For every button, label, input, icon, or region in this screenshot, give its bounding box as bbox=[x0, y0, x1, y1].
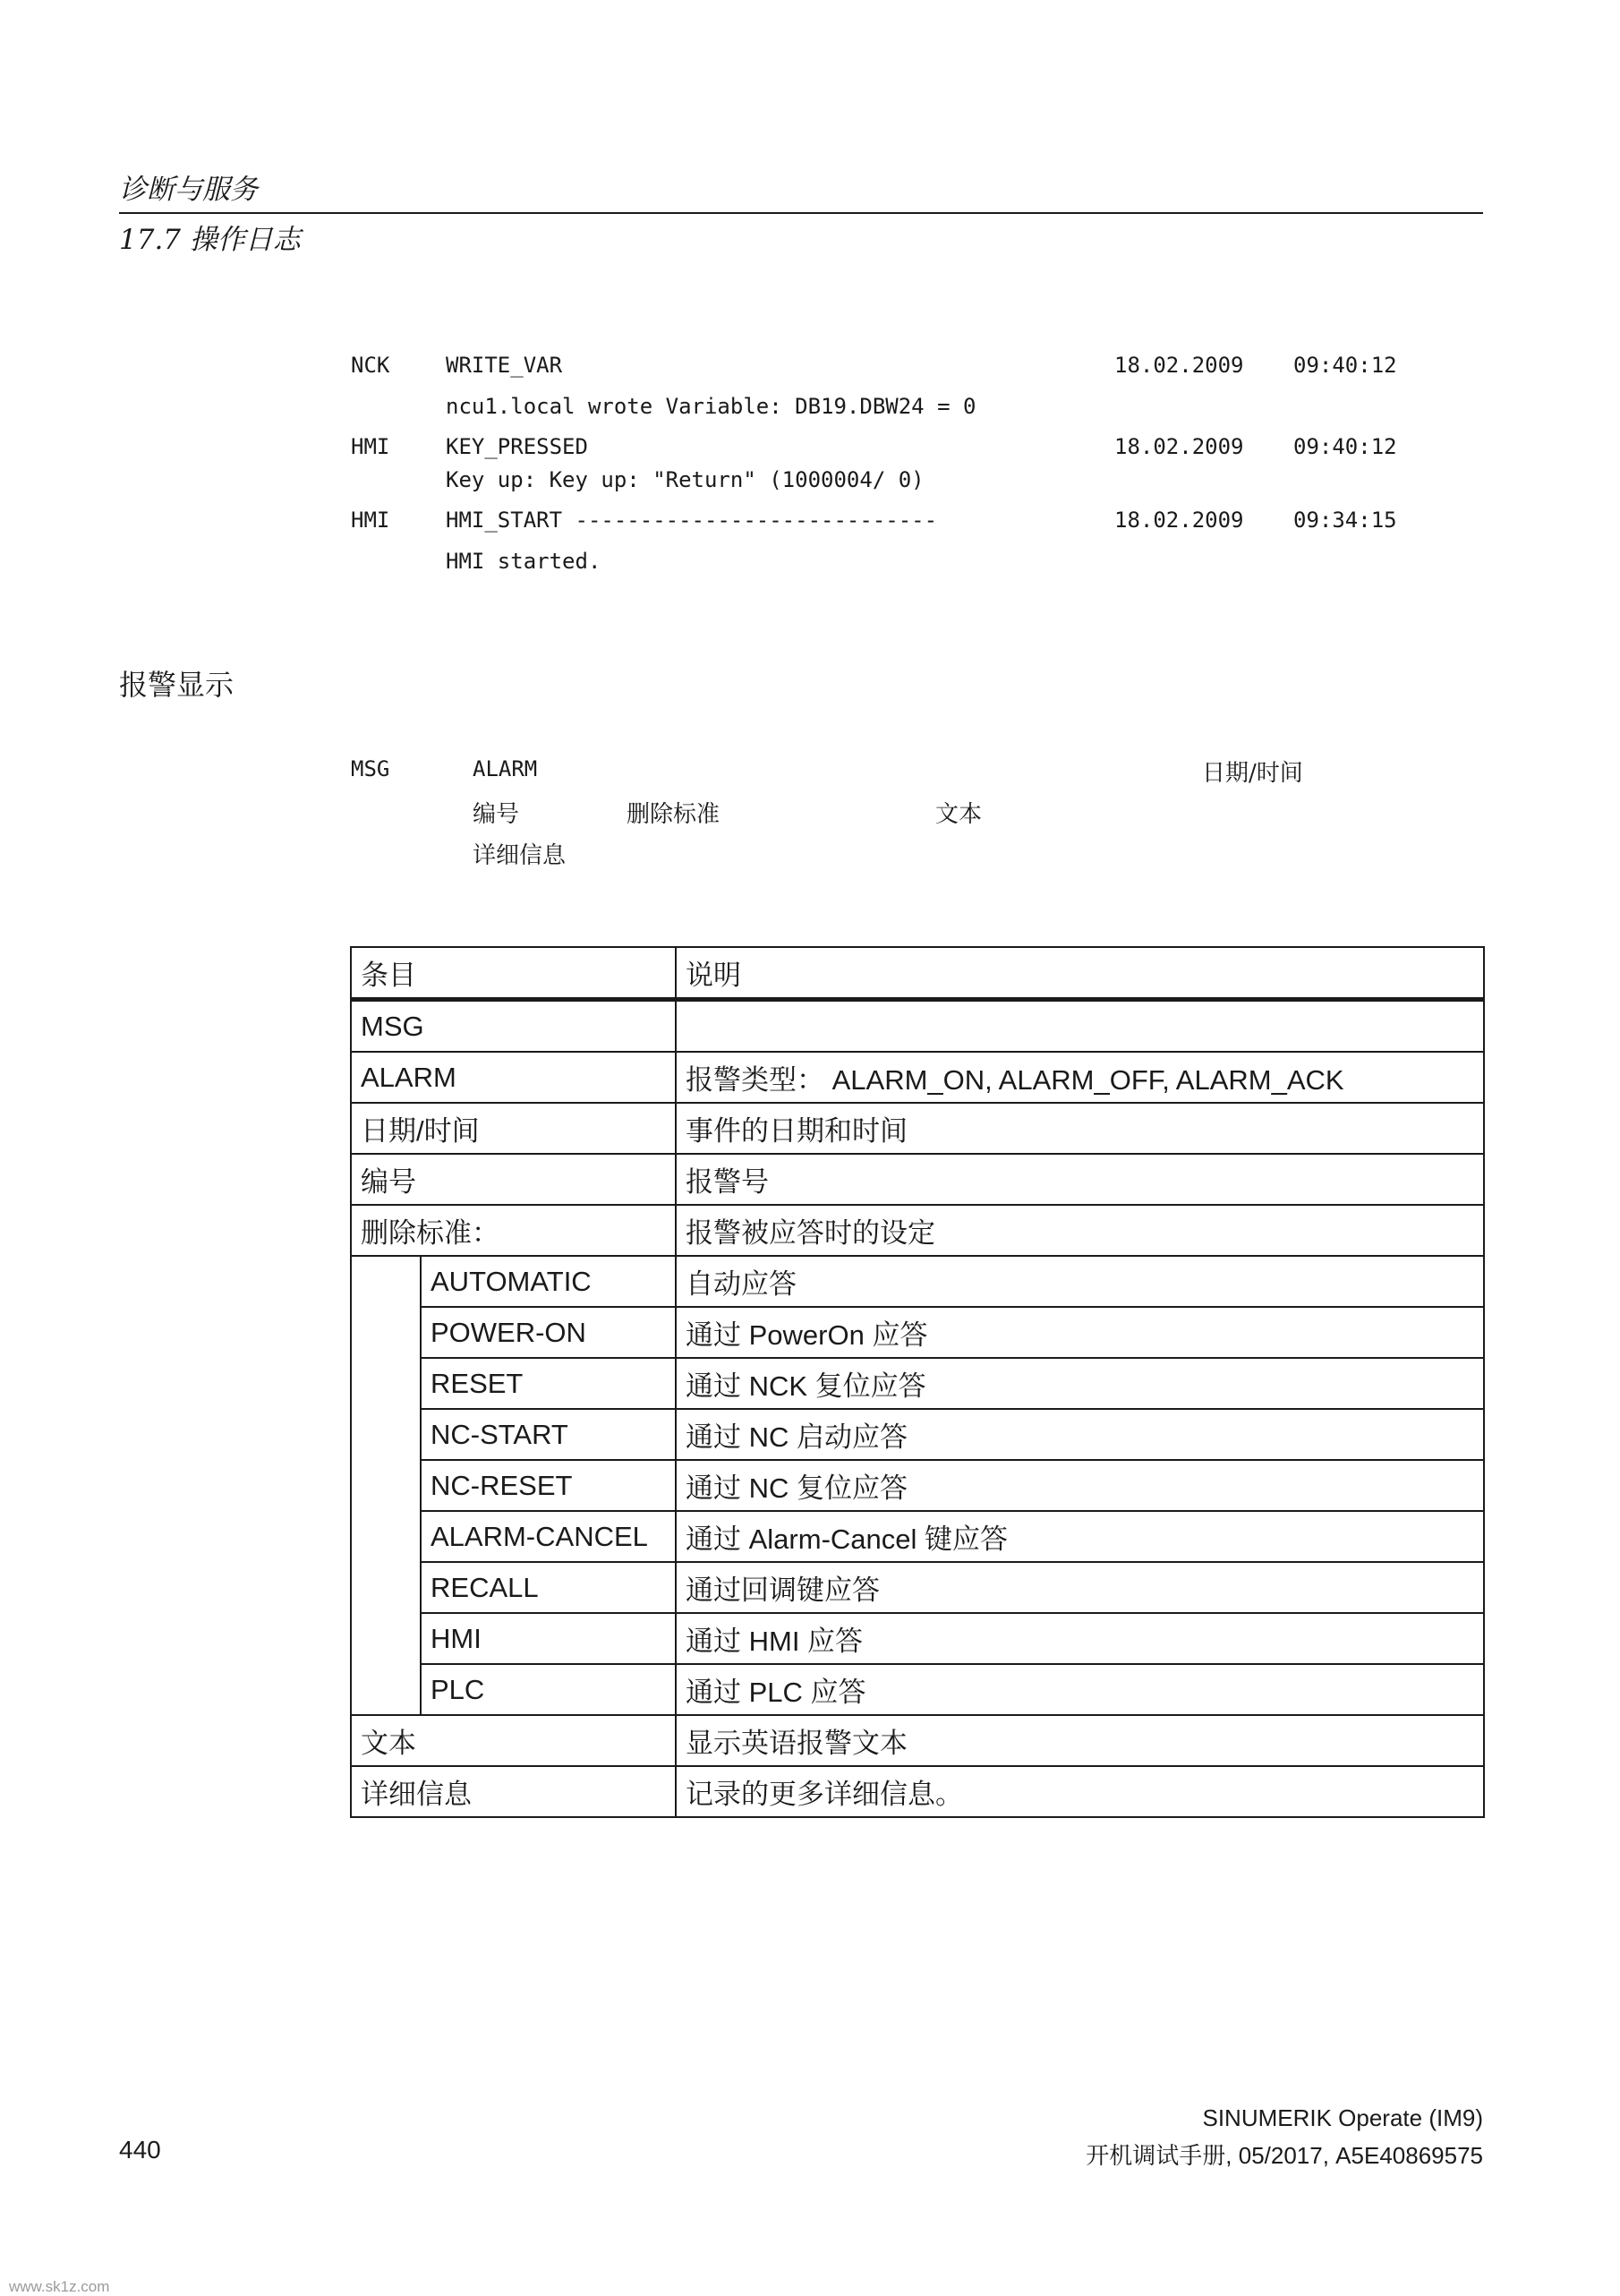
table-row bbox=[351, 1511, 1484, 1562]
log-source: NCK bbox=[351, 353, 390, 378]
table-cell-desc: 通过 NCK 复位应答 bbox=[676, 1358, 1484, 1409]
log-event: WRITE_VAR bbox=[446, 353, 563, 378]
table-cell-item: ALARM bbox=[351, 1052, 676, 1103]
table-row bbox=[351, 1715, 1484, 1766]
watermark: www.sk1z.com bbox=[9, 2278, 110, 2295]
table-cell-desc: 通过 Alarm-Cancel 键应答 bbox=[676, 1511, 1484, 1562]
table-cell-subitem: NC-START bbox=[421, 1409, 676, 1460]
table-cell-desc: 事件的日期和时间 bbox=[676, 1103, 1484, 1154]
format-details: 详细信息 bbox=[473, 842, 567, 869]
header-rule bbox=[119, 212, 1483, 214]
table-cell-desc: 报警被应答时的设定 bbox=[676, 1205, 1484, 1256]
log-detail: ncu1.local wrote Variable: DB19.DBW24 = 0 bbox=[446, 394, 976, 419]
table-row bbox=[351, 1613, 1484, 1664]
table-cell-desc bbox=[676, 1000, 1484, 1053]
table-cell-item: 文本 bbox=[351, 1715, 676, 1766]
table-cell-subitem: HMI bbox=[421, 1613, 676, 1664]
table-cell-desc: 通过回调键应答 bbox=[676, 1562, 1484, 1613]
column-header: 说明 bbox=[676, 947, 1484, 1000]
format-datetime: 日期/时间 bbox=[1202, 760, 1303, 787]
log-source: HMI bbox=[351, 434, 390, 459]
table-row bbox=[351, 1766, 1484, 1817]
footer-document: 开机调试手册, 05/2017, A5E40869575 bbox=[1086, 2142, 1483, 2169]
alarm-field-table bbox=[350, 946, 1485, 1818]
format-text: 文本 bbox=[935, 801, 983, 828]
table-cell-subitem: PLC bbox=[421, 1664, 676, 1715]
table-cell-desc: 报警类型： ALARM_ON, ALARM_OFF, ALARM_ACK bbox=[676, 1052, 1484, 1103]
table-cell-desc: 通过 NC 复位应答 bbox=[676, 1460, 1484, 1511]
table-cell-desc: 通过 PowerOn 应答 bbox=[676, 1307, 1484, 1358]
table-row bbox=[351, 1664, 1484, 1715]
table-row bbox=[351, 1307, 1484, 1358]
log-event: KEY_PRESSED bbox=[446, 434, 588, 459]
log-source: HMI bbox=[351, 508, 390, 533]
table-cell-item: 编号 bbox=[351, 1154, 676, 1205]
table-row bbox=[351, 1358, 1484, 1409]
running-header-chapter: 诊断与服务 bbox=[119, 174, 258, 206]
table-row bbox=[351, 1409, 1484, 1460]
log-event: HMI_START ---------------------------- bbox=[446, 508, 938, 533]
table-cell-subitem: ALARM-CANCEL bbox=[421, 1511, 676, 1562]
format-msg: MSG bbox=[351, 756, 390, 781]
table-cell-item: 日期/时间 bbox=[351, 1103, 676, 1154]
table-row bbox=[351, 1154, 1484, 1205]
log-time: 09:40:12 bbox=[1293, 434, 1397, 459]
log-date: 18.02.2009 bbox=[1114, 353, 1244, 378]
page-number: 440 bbox=[119, 2136, 161, 2164]
log-detail: HMI started. bbox=[446, 549, 601, 574]
table-header-row bbox=[351, 947, 1484, 1000]
format-delete-criteria: 删除标准 bbox=[627, 801, 720, 828]
log-time: 09:34:15 bbox=[1293, 508, 1397, 533]
table-row bbox=[351, 1562, 1484, 1613]
table-cell-subitem: NC-RESET bbox=[421, 1460, 676, 1511]
table-cell-item: MSG bbox=[351, 1000, 676, 1053]
table-cell-subitem: POWER-ON bbox=[421, 1307, 676, 1358]
table-cell-desc: 自动应答 bbox=[676, 1256, 1484, 1307]
section-title: 报警显示 bbox=[119, 668, 234, 702]
table-row bbox=[351, 1103, 1484, 1154]
format-number: 编号 bbox=[473, 801, 520, 828]
table-cell-subitem: AUTOMATIC bbox=[421, 1256, 676, 1307]
table-cell-desc: 通过 NC 启动应答 bbox=[676, 1409, 1484, 1460]
table-cell-subitem: RECALL bbox=[421, 1562, 676, 1613]
log-detail: Key up: Key up: "Return" (1000004/ 0) bbox=[446, 467, 925, 492]
table-row bbox=[351, 1256, 1484, 1307]
table-cell-subitem: RESET bbox=[421, 1358, 676, 1409]
log-date: 18.02.2009 bbox=[1114, 434, 1244, 459]
table-row bbox=[351, 1205, 1484, 1256]
table-cell-desc: 通过 PLC 应答 bbox=[676, 1664, 1484, 1715]
table-cell-desc: 通过 HMI 应答 bbox=[676, 1613, 1484, 1664]
table-cell-item: 删除标准： bbox=[351, 1205, 676, 1256]
table-cell-desc: 显示英语报警文本 bbox=[676, 1715, 1484, 1766]
indent-spacer-cell bbox=[351, 1256, 421, 1715]
log-time: 09:40:12 bbox=[1293, 353, 1397, 378]
table-cell-item: 详细信息 bbox=[351, 1766, 676, 1817]
column-header: 条目 bbox=[351, 947, 676, 1000]
footer-product: SINUMERIK Operate (IM9) bbox=[1202, 2104, 1483, 2131]
table-row bbox=[351, 1052, 1484, 1103]
table-row bbox=[351, 1460, 1484, 1511]
format-alarm: ALARM bbox=[473, 756, 538, 781]
log-date: 18.02.2009 bbox=[1114, 508, 1244, 533]
table-cell-desc: 报警号 bbox=[676, 1154, 1484, 1205]
table-row bbox=[351, 1000, 1484, 1053]
running-header-section: 17.7 操作日志 bbox=[119, 224, 301, 256]
table-cell-desc: 记录的更多详细信息。 bbox=[676, 1766, 1484, 1817]
